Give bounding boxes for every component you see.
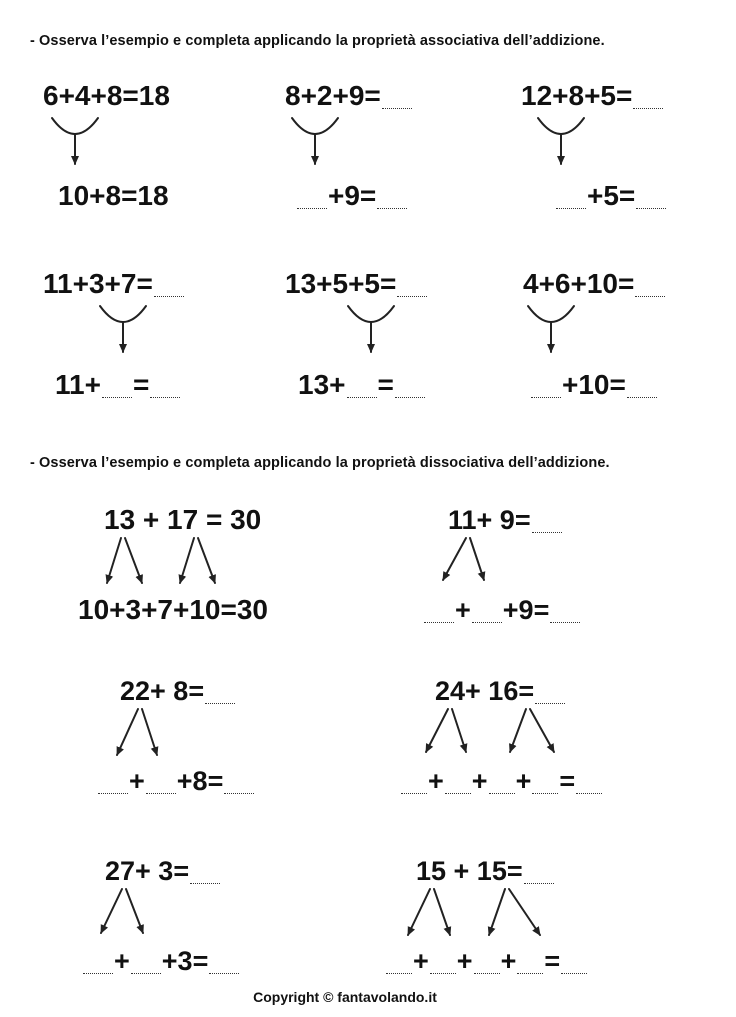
equation-text: +9=: [502, 595, 550, 625]
dissoc-1-arrows: [107, 538, 215, 583]
assoc-1-top: 6+4+8=18: [43, 80, 170, 111]
equation-text: 11+: [55, 369, 101, 400]
equation-text: +3=: [161, 946, 209, 976]
assoc-4-bracket-arrow: [100, 306, 146, 352]
equation-text: =: [544, 946, 561, 976]
equation-text: 11+3+7=: [43, 268, 153, 299]
equation-text: +: [114, 946, 130, 976]
assoc-6-bracket-arrow: [528, 306, 574, 352]
equation-text: =: [559, 766, 576, 796]
equation-text: +: [129, 766, 145, 796]
equation-text: =: [132, 369, 150, 400]
equation-text: +: [471, 766, 488, 796]
equation-text: +9=: [328, 180, 377, 211]
equation-text: +: [515, 766, 532, 796]
equation-text: =: [377, 369, 394, 400]
equation-text: +: [455, 595, 471, 625]
assoc-3-bracket-arrow: [538, 118, 584, 164]
equation-text: 8+2+9=: [285, 80, 381, 111]
dissoc-5-arrows: [101, 889, 143, 933]
assoc-1-bottom: 10+8=18: [58, 180, 169, 211]
equation-text: 15 + 15=: [416, 856, 523, 886]
equation-text: 24+ 16=: [435, 676, 535, 706]
dissoc-4-arrows: [426, 709, 554, 752]
dissoc-6-arrows: [408, 889, 540, 935]
dissoc-3-arrows: [117, 709, 157, 755]
equation-text: +5=: [587, 180, 636, 211]
assoc-1-bracket-arrow: [52, 118, 98, 164]
dissoc-1-bottom: 10+3+7+10=30: [78, 594, 268, 625]
equation-text: 13+: [298, 369, 346, 400]
instruction-associative: - Osserva l’esempio e completa applicando la proprietà associativa dell’addizione.: [30, 33, 605, 49]
equation-text: 27+ 3=: [105, 856, 190, 886]
equation-text: +: [413, 946, 429, 976]
dissoc-2-arrows: [443, 538, 484, 580]
equation-text: +: [428, 766, 444, 796]
equation-text: 13+5+5=: [285, 268, 397, 299]
dissoc-1-top: 13 + 17 = 30: [104, 504, 262, 535]
equation-text: +10=: [562, 369, 626, 400]
copyright-footer: Copyright © fantavolando.it: [253, 989, 437, 1005]
equation-text: +: [456, 946, 473, 976]
assoc-5-bracket-arrow: [348, 306, 394, 352]
assoc-2-bracket-arrow: [292, 118, 338, 164]
equation-text: +: [500, 946, 517, 976]
equation-text: +8=: [176, 766, 224, 796]
instruction-dissociative: - Osserva l’esempio e completa applicando la proprietà dissociativa dell’addizione.: [30, 455, 610, 471]
equation-text: 11+ 9=: [448, 505, 531, 535]
equation-text: 4+6+10=: [523, 268, 635, 299]
equation-text: 12+8+5=: [521, 80, 633, 111]
equation-text: 22+ 8=: [120, 676, 205, 706]
